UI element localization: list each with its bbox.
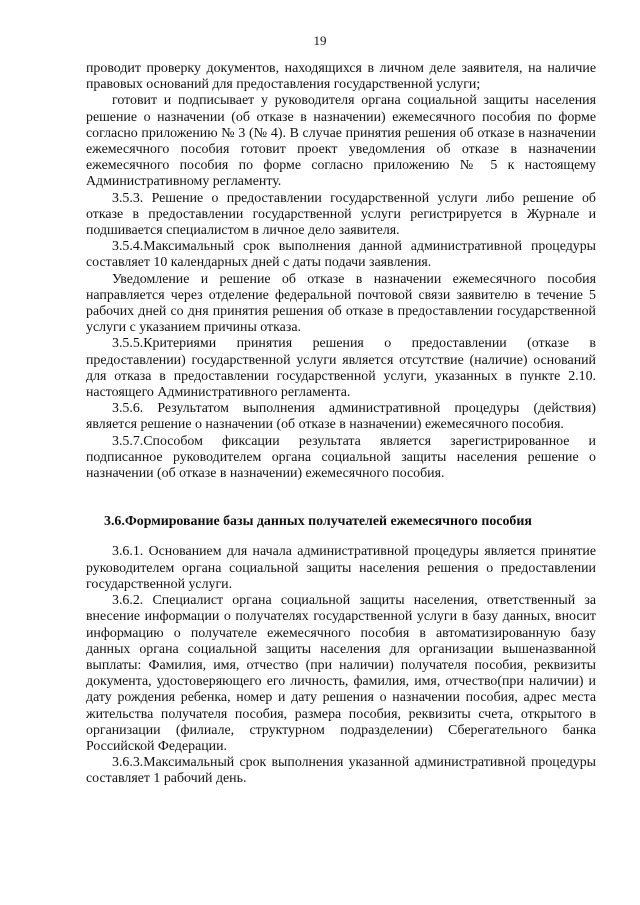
paragraph: проводит проверку документов, находящихся в личном деле заявителя, на наличие правовых оснований для предоставления государственной услуги; xyxy=(86,61,596,93)
paragraph: 3.6.1. Основанием для начала административной процедуры является принятие руководителем органа социальной защиты населения решения о предоставлении государственной услуги. xyxy=(86,544,596,592)
page-number: 19 xyxy=(313,33,327,48)
paragraph: 3.6.3.Максимальный срок выполнения указанной административной процедуры составляет 1 рабочий день. xyxy=(86,755,596,787)
paragraph: 3.5.3. Решение о предоставлении государственной услуги либо решение об отказе в предоставлении государственной услуги регистрируется в Журнале и подшивается специалистом в личное дело заявителя. xyxy=(86,190,596,239)
paragraph: 3.5.4.Максимальный срок выполнения данной административной процедуры составляет 10 календарных дней с даты подачи заявления. xyxy=(86,239,596,271)
paragraph: 3.5.6. Результатом выполнения административной процедуры (действия) является решение о назначении (об отказе в назначении) ежемесячного пособия. xyxy=(86,401,596,433)
paragraph: 3.6.2. Специалист органа социальной защиты населения, ответственный за внесение информации о получателях государственной услуги в базу данных, вносит информацию о получателе ежемесячного пособия в автоматизированную базу данных органа социальной защиты населения для организации вышеназванной выплаты: Фамилия, имя, отчество (при наличии) получателя пособия, реквизиты документа, удостоверяющего его личность, фамилия, имя, отчество(при наличии) и дату рождения ребенка, номер и дату решения о назначении пособия, адрес места жительства получателя пособия, размера пособия, реквизиты счета, открытого в организации (филиале, структурном подразделении) Сберегательного банка Российской Федерации. xyxy=(86,593,596,754)
section-heading: 3.6.Формирование базы данных получателей ежемесячного пособия xyxy=(104,514,532,530)
paragraph: 3.5.5.Критериями принятия решения о предоставлении (отказе в предоставлении) государственной услуги является отсутствие (наличие) оснований для отказа в предоставлении государственной услуги, указанных в пункте 2.10. настоящего Административного регламента. xyxy=(86,336,596,401)
paragraph: готовит и подписывает у руководителя органа социальной защиты населения решение о назначении (об отказе в назначении) ежемесячного пособия по форме согласно приложению № 3 (№ 4). В случае принятия решения об отказе в назначении ежемесячного пособия готовит проект уведомления об отказе в назначении ежемесячного пособия по форме согласно приложению № 5 к настоящему Административному регламенту. xyxy=(86,93,596,190)
paragraph: 3.5.7.Способом фиксации результата является зарегистрированное и подписанное руководителем органа социальной защиты населения решение о назначении (об отказе в назначении) ежемесячного пособия. xyxy=(86,433,596,482)
document-body xyxy=(86,61,596,788)
paragraph: Уведомление и решение об отказе в назначении ежемесячного пособия направляется через отделение федеральной почтовой связи заявителю в течение 5 рабочих дней со дня принятия решения об отказе в предоставлении государственной услуги с указанием причины отказа. xyxy=(86,271,596,336)
